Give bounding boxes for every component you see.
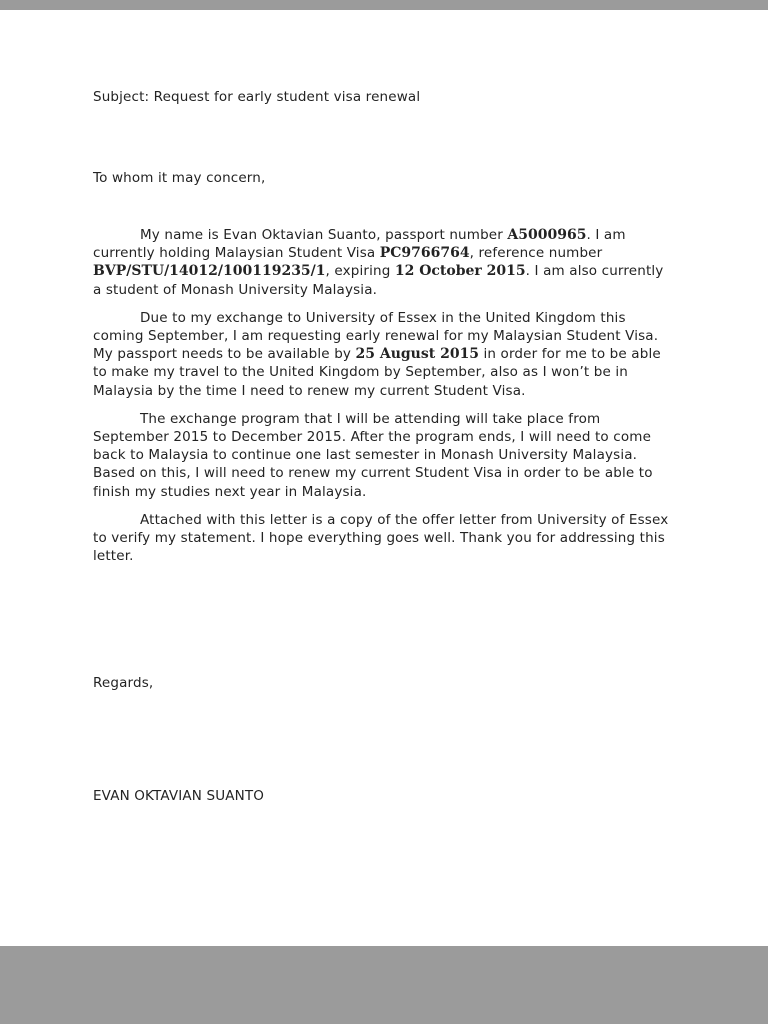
salutation: To whom it may concern,	[93, 170, 266, 186]
bold-text: A5000965	[507, 227, 587, 243]
viewer-background-bottom	[0, 946, 768, 1024]
paragraph	[93, 511, 675, 566]
body-text: Due to my exchange to University of Essex in the United Kingdom this coming September, I am requesting early renewal for my Malaysian Student Visa. My passport needs to be available by	[93, 309, 659, 363]
body-text: , reference number	[469, 245, 603, 262]
letter-body	[93, 226, 675, 575]
body-text: My name is Evan Oktavian Suanto, passport number	[140, 227, 508, 243]
subject-line: Subject: Request for early student visa renewal	[93, 89, 421, 105]
body-text: , expiring	[325, 263, 395, 280]
body-text: The exchange program that I will be attending will take place from September 2015 to December 2015. After the program ends, I will need to come back to Malaysia to continue one last semester in Monash University Malaysia. Based on this, I will need to renew my current Student Visa in order to be able to finish my studies next year in Malaysia.	[93, 410, 653, 500]
paragraph	[93, 410, 675, 501]
body-text: Attached with this letter is a copy of the offer letter from University of Essex to verify my statement. I hope everything goes well. Thank you for addressing this letter.	[93, 511, 669, 565]
closing: Regards,	[93, 675, 154, 691]
body-text: . I am also currently a student of Monash University Malaysia.	[93, 263, 664, 298]
letter-page	[0, 10, 768, 946]
paragraph	[93, 226, 675, 299]
signature-name: EVAN OKTAVIAN SUANTO	[93, 788, 265, 804]
viewer-background-top	[0, 0, 768, 10]
bold-text: BVP/STU/14012/100119235/1	[93, 263, 326, 280]
body-text: in order for me to be able to make my travel to the United Kingdom by September, also as I won’t be in Malaysia by the time I need to renew my current Student Visa.	[93, 346, 661, 399]
bold-text: PC9766764	[379, 245, 470, 262]
bold-text: 12 October 2015	[394, 263, 526, 280]
body-text: . I am currently holding Malaysian Student Visa	[93, 227, 626, 262]
paragraph	[93, 309, 675, 400]
bold-text: 25 August 2015	[355, 346, 480, 363]
